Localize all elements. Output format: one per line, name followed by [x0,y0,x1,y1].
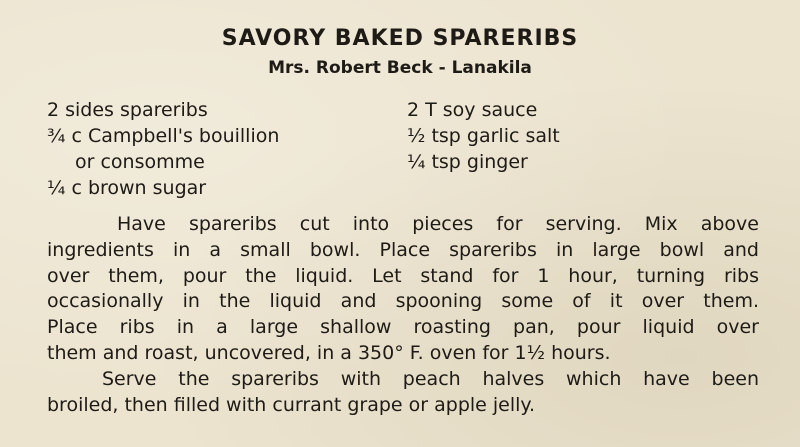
instruction-line: Place ribs in a large shallow roasting pan, pour liquid over [47,316,759,339]
ingredient-item: 2 T soy sauce [407,99,538,121]
ingredient-item: ¼ tsp ginger [407,151,528,173]
instruction-line: ingredients in a small bowl. Place spareribs in large bowl and [47,238,759,261]
ingredients-left-column [47,97,279,201]
instruction-line: broiled, then filled with currant grape or apple jelly. [47,393,535,416]
ingredient-item: ½ tsp garlic salt [407,125,560,147]
instruction-line: occasionally in the liquid and spooning some of it over them. [47,290,759,313]
ingredient-item: ¼ c brown sugar [47,177,207,199]
recipe-author: Mrs. Robert Beck - Lanakila [268,58,532,78]
ingredient-item: 2 sides spareribs [47,99,208,121]
instruction-line: Serve the spareribs with peach halves which have been [102,367,759,390]
instruction-line: them and roast, uncovered, in a 350° F. oven for 1½ hours. [47,341,611,364]
recipe-instructions [47,212,759,418]
instruction-line: over them, pour the liquid. Let stand for 1 hour, turning ribs [47,264,759,287]
ingredient-item: ¾ c Campbell's bouillion [47,125,280,147]
recipe-title: SAVORY BAKED SPARERIBS [221,26,579,51]
ingredients-right-column [407,97,560,175]
instruction-line: Have spareribs cut into pieces for serving. Mix above [117,213,759,235]
ingredient-item: or consomme [75,151,205,173]
